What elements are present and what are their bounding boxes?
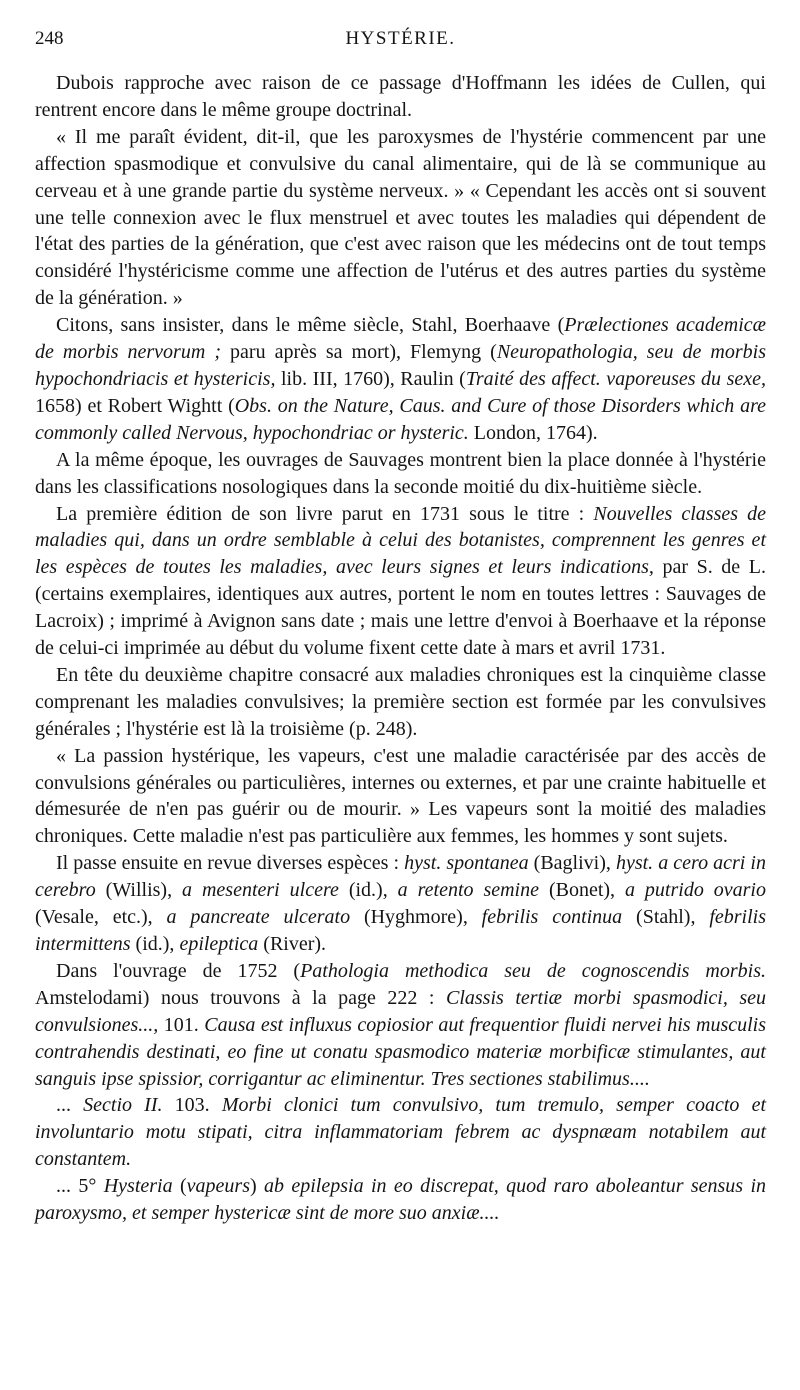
text-run: lib. III, 1760), Raulin ( [275, 367, 466, 390]
text-run: (id.), [338, 879, 398, 902]
running-head: HYSTÉRIE. [345, 28, 456, 49]
text-run: ... 5° [56, 1175, 104, 1198]
italic-text-run: a mesenteri ulcere [182, 879, 339, 902]
text-run: Amstelodami) nous trouvons à la page 222 : [35, 986, 446, 1009]
text-run: A la même époque, les ouvrages de Sauvages montrent bien la place donnée à l'hystérie dans les classifications nosologiques dans la seconde moitié du dix-huitième siècle. [35, 448, 766, 498]
italic-text-run: Nouvelles classes de maladies qui, dans un ordre semblable à celui des botanistes, comprennent les genres et les espèces de toutes les maladies, avec leurs signes et leurs indications, [35, 502, 767, 579]
text-run: (Stahl), [622, 906, 710, 929]
paragraph [35, 1173, 766, 1227]
paragraph [35, 662, 766, 743]
text-run: (River). [258, 933, 327, 955]
paragraph [35, 70, 766, 124]
text-run: 1658) et Robert Wightt ( [35, 394, 235, 417]
text-run: paru après sa mort), Flemyng ( [221, 341, 497, 364]
italic-text-run: Prælectiones academicæ de morbis nervorum ; [35, 314, 766, 364]
text-run: (id.), [130, 933, 180, 955]
italic-text-run: Obs. on the Nature, Caus. and Cure of those Disorders which are commonly called Nervous, hypochondriac or hysteric. [35, 394, 766, 444]
paragraph [35, 958, 766, 1093]
text-run: (Baglivi), [528, 852, 616, 875]
text-run: Il passe ensuite en revue diverses espèces : [56, 852, 405, 875]
text-run: Citons, sans insister, dans le même siècle, Stahl, Boerhaave ( [56, 314, 565, 337]
text-run: ... [56, 1094, 84, 1117]
italic-text-run: epileptica [179, 933, 259, 955]
text-run: par S. de L. (certains exemplaires, identiques aux autres, portent le nom en toutes lettres : Sauvages de Lacroix) ; imprimé à Avignon sans date ; mais une lettre d'envoi à Boerhaave et la réponse de celui-ci imprimée au début du volume fixent cette date à mars et avril 1731. [35, 556, 766, 660]
italic-text-run: a putrido ovario [624, 879, 766, 902]
text-run: Dans l'ouvrage de 1752 ( [56, 959, 301, 982]
italic-text-run: Hysteria [103, 1175, 173, 1198]
italic-text-run: vapeurs [186, 1175, 250, 1198]
paragraph [35, 501, 766, 662]
paragraph [35, 850, 766, 958]
text-run: (Willis), [95, 879, 183, 902]
italic-text-run: Morbi clonici tum convulsivo, tum tremulo, semper coacto et involuntario motu stipati, citra inflammatoriam febrem ac dyspnæam notabilem aut constantem. [35, 1094, 766, 1171]
text-run: 103. [162, 1094, 222, 1117]
italic-text-run: hyst. a cero acri in cerebro [35, 852, 766, 902]
paragraph [35, 124, 766, 312]
italic-text-run: Causa est influxus copiosior aut frequentior fluidi nervei his musculis contrahendis destinati, eo fine ut conatu spasmodico materiæ morbificæ stimulantes, aut sanguis ipse spissior, corrigantur ac eliminentur. Tres sectiones stabilimus.... [35, 1013, 766, 1090]
italic-text-run: a retento semine [397, 879, 539, 902]
text-run: La première édition de son livre parut en 1731 sous le titre : [56, 502, 594, 525]
italic-text-run: Neuropathologia, seu de morbis hypochondriacis et hystericis, [35, 341, 766, 390]
page-header [35, 26, 766, 56]
paragraph [35, 447, 766, 501]
text-run: (Hyghmore), [350, 906, 482, 929]
italic-text-run: Sectio II. [83, 1094, 163, 1117]
text-run: ( [172, 1175, 187, 1198]
page-number: 248 [35, 28, 64, 49]
italic-text-run: Pathologia methodica seu de cognoscendis morbis. [300, 959, 766, 982]
paragraph [35, 743, 766, 851]
text-run: London, 1764). [468, 421, 598, 444]
italic-text-run: Classis tertiæ morbi spasmodici, seu convulsiones..., [35, 986, 766, 1036]
italic-text-run: a pancreate ulcerato [166, 906, 351, 929]
italic-text-run: febrilis continua [481, 906, 623, 929]
text-run: (Vesale, etc.), [35, 906, 167, 929]
paragraph [35, 312, 766, 447]
page-body [35, 70, 766, 1227]
text-run: (Bonet), [539, 879, 625, 902]
text-run: Dubois rapproche avec raison de ce passage d'Hoffmann les idées de Cullen, qui rentrent encore dans le même groupe doctrinal. [35, 72, 766, 121]
text-run: 101. [158, 1013, 205, 1036]
italic-text-run: febrilis intermittens [35, 906, 766, 955]
text-run: « Il me paraît évident, dit-il, que les paroxysmes de l'hystérie commencent par une affection spasmodique et convulsive du canal alimentaire, qui de là se communique au cerveau et à une grande partie du système nerveux. » « Cependant les accès ont si souvent une telle connexion avec le flux menstruel et avec toutes les maladies qui dépendent de l'état des parties de la génération, que c'est avec raison que les médecins ont de tout temps considéré l'hystéricisme comme une affection de l'utérus et des autres parties du système de la génération. » [35, 125, 766, 310]
text-run: En tête du deuxième chapitre consacré aux maladies chroniques est la cinquième classe comprenant les maladies convulsives; la première section est formée par les convulsives générales ; l'hystérie est là la troisième (p. 248). [35, 663, 766, 740]
paragraph [35, 1092, 766, 1173]
italic-text-run: ab epilepsia in eo discrepat, quod raro aboleantur sensus in paroxysmo, et semper hystericæ sint de more suo anxiæ.... [35, 1175, 766, 1225]
italic-text-run: Traité des affect. vaporeuses du sexe, [465, 367, 766, 390]
italic-text-run: hyst. spontanea [404, 852, 529, 875]
text-run: « La passion hystérique, les vapeurs, c'est une maladie caractérisée par des accès de convulsions générales ou particulières, internes ou externes, et par une crainte habituelle et démesurée de n'en pas guérir ou de mourir. » Les vapeurs sont la moitié des maladies chroniques. Cette maladie n'est pas particulière aux femmes, les hommes y sont sujets. [35, 744, 766, 848]
text-run: ) [249, 1175, 265, 1198]
